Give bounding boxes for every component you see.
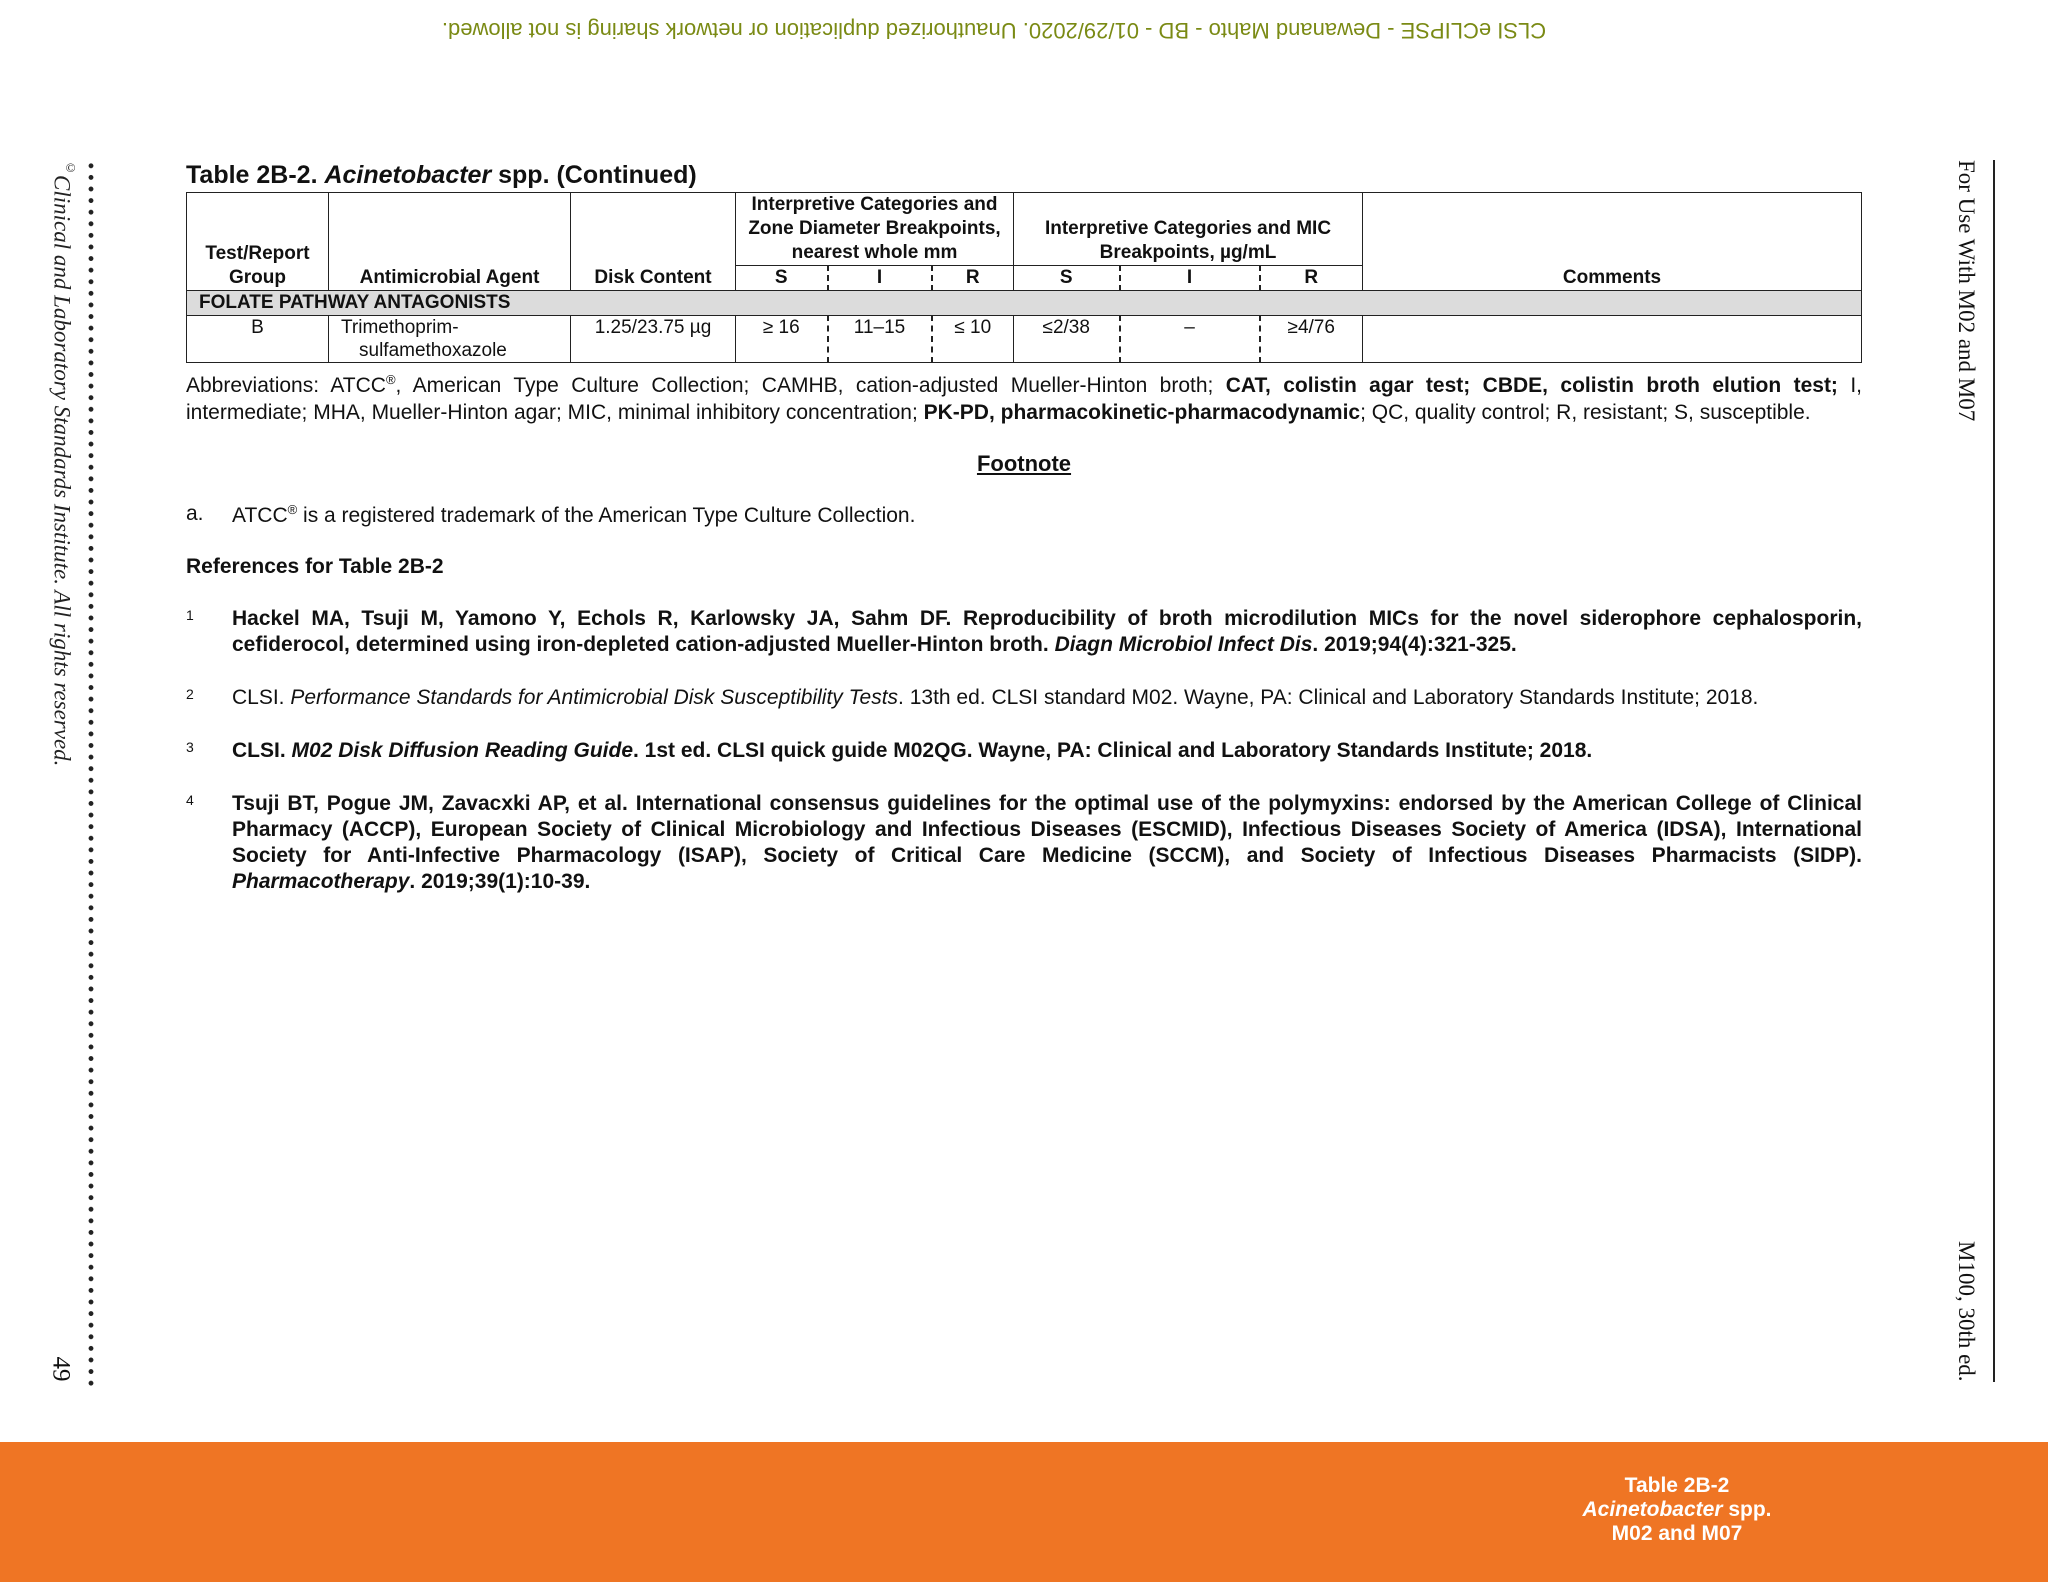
footer-band [0,1442,2048,1582]
abbr-part2: , American Type Culture Collection; CAMHB, cation-adjusted Mueller-Hinton broth; [395,374,1226,397]
footer-line3: M02 and M07 [1611,1522,1743,1545]
abbr-part4: ; QC, quality control; R, resistant; S, susceptible. [1360,401,1811,424]
table-title [186,160,1862,190]
footer-spp: spp. [1722,1498,1772,1521]
copyright-notice [38,160,78,1390]
ref3-authors: CLSI. [232,739,292,762]
page-content [186,160,1862,895]
page-number: 49 [47,1356,75,1382]
cell-mic-i: – [1120,316,1260,363]
references-heading: References for Table 2B-2 [186,555,444,578]
footer-tab-label [1560,1474,1794,1546]
header-mic-s: S [1014,266,1120,291]
cell-comments [1363,316,1862,363]
header-zone-i: I [828,266,932,291]
reference-number: 3 [186,739,194,755]
ref4-journal: Pharmacotherapy [232,870,410,893]
abbreviations [186,366,1862,426]
header-zone-r: R [932,266,1014,291]
right-margin [1953,160,1995,1382]
ref1-citation: . 2019;94(4):321-325. [1312,633,1517,656]
header-agent: Antimicrobial Agent [329,193,571,291]
header-disk: Disk Content [571,193,736,291]
ref2-citation: . 13th ed. CLSI standard M02. Wayne, PA: Clinical and Laboratory Standards Institute; 2018. [898,686,1759,709]
footer-genus: Acinetobacter [1582,1498,1723,1521]
abbr-part1: Abbreviations: ATCC [186,374,386,397]
ref2-authors: CLSI. [232,686,291,709]
ref4-citation: . 2019;39(1):10-39. [409,870,591,893]
reference-text [232,738,1862,764]
table-title-suffix: spp. (Continued) [491,161,697,189]
watermark: CLSI eCLIPSE - Dewanand Mahto - BD - 01/29/2020. Unauthorized duplication or network sharing is not allowed. [441,18,1547,43]
footnote-a [186,502,1862,528]
copyright-symbol: © [63,160,78,175]
group-label: FOLATE PATHWAY ANTAGONISTS [187,291,1862,316]
dotted-divider [88,160,94,1390]
header-comments: Comments [1363,193,1862,291]
reference-text [232,791,1862,895]
footnote-text [232,502,915,528]
cell-agent-line1: Trimethoprim- [341,317,459,338]
reference-number: 1 [186,607,194,623]
table-title-prefix: Table 2B-2. [186,161,325,189]
footnote-heading: Footnote [976,451,1072,476]
reference-2 [186,685,1862,711]
left-margin [38,160,78,1390]
footer-line2 [1560,1498,1794,1522]
cell-zone-r: ≤ 10 [932,316,1014,363]
ref2-title: Performance Standards for Antimicrobial Disk Susceptibility Tests [290,686,899,709]
abbr-registered-mark: ® [385,372,396,387]
footnote-text-b: is a registered trademark of the American Type Culture Collection. [297,504,916,527]
reference-number: 4 [186,792,194,808]
reference-number: 2 [186,686,194,702]
abbr-bold2: PK-PD, pharmacokinetic-pharmacodynamic [923,401,1361,424]
reference-3 [186,738,1862,764]
cell-zone-s: ≥ 16 [736,316,828,363]
ref1-journal: Diagn Microbiol Infect Dis [1054,633,1313,656]
cell-agent [329,316,571,363]
cell-group: B [187,316,329,363]
header-zone: Interpretive Categories and Zone Diameter Breakpoints, nearest whole mm [736,193,1014,266]
cell-mic-s: ≤2/38 [1014,316,1120,363]
reference-1 [186,606,1862,658]
header-mic-r: R [1260,266,1363,291]
cell-disk: 1.25/23.75 µg [571,316,736,363]
footnote-label: a. [186,502,204,525]
header-zone-s: S [736,266,828,291]
cell-agent-line2: sulfamethoxazole [359,340,507,361]
reference-4 [186,791,1862,895]
right-margin-top-text: For Use With M02 and M07 [1954,160,1979,422]
abbr-bold1: CAT, colistin agar test; CBDE, colistin broth elution test; [1225,374,1838,397]
header-mic: Interpretive Categories and MIC Breakpoints, µg/mL [1014,193,1363,266]
table-row [187,316,1862,363]
ref3-citation: . 1st ed. CLSI quick guide M02QG. Wayne, PA: Clinical and Laboratory Standards Institute; 2018. [633,739,1593,762]
right-margin-bottom-text: M100, 30th ed. [1954,1241,1979,1382]
header-mic-i: I [1120,266,1260,291]
cell-mic-r: ≥4/76 [1260,316,1363,363]
footnote-registered-mark: ® [287,502,298,517]
table-title-genus: Acinetobacter [324,161,492,189]
copyright-text: Clinical and Laboratory Standards Institute. All rights reserved. [49,175,75,767]
breakpoint-table [186,192,1862,363]
reference-text [232,606,1862,658]
header-test-group: Test/Report Group [187,193,329,291]
ref3-title: M02 Disk Diffusion Reading Guide [291,739,634,762]
ref4-authors: Tsuji BT, Pogue JM, Zavacxki AP, et al. International consensus guidelines for the optimal use of the polymyxins: endorsed by the American College of Clinical Pharmacy (ACCP), European Society of Clinical Microbiology and Infectious Diseases (ESCMID), Infectious Diseases Society of America (IDSA), International Society for Anti-Infective Pharmacology (ISAP), Society of Critical Care Medicine (SCCM), and Society of Infectious Diseases Pharmacists (SIDP). [232,792,1862,867]
ref1-authors: Hackel MA, Tsuji M, Yamono Y, Echols R, Karlowsky JA, Sahm DF. Reproducibility of broth microdilution MICs for the novel siderophore cephalosporin, cefiderocol, determined using iron-depleted cation-adjusted Mueller-Hinton broth. [232,607,1862,656]
reference-text [232,685,1862,711]
abbr-part3: I, intermediate; MHA, Mueller-Hinton agar; MIC, minimal inhibitory concentration; [186,374,1863,424]
footer-line1: Table 2B-2 [1624,1474,1730,1497]
footnote-text-a: ATCC [232,504,288,527]
cell-zone-i: 11–15 [828,316,932,363]
